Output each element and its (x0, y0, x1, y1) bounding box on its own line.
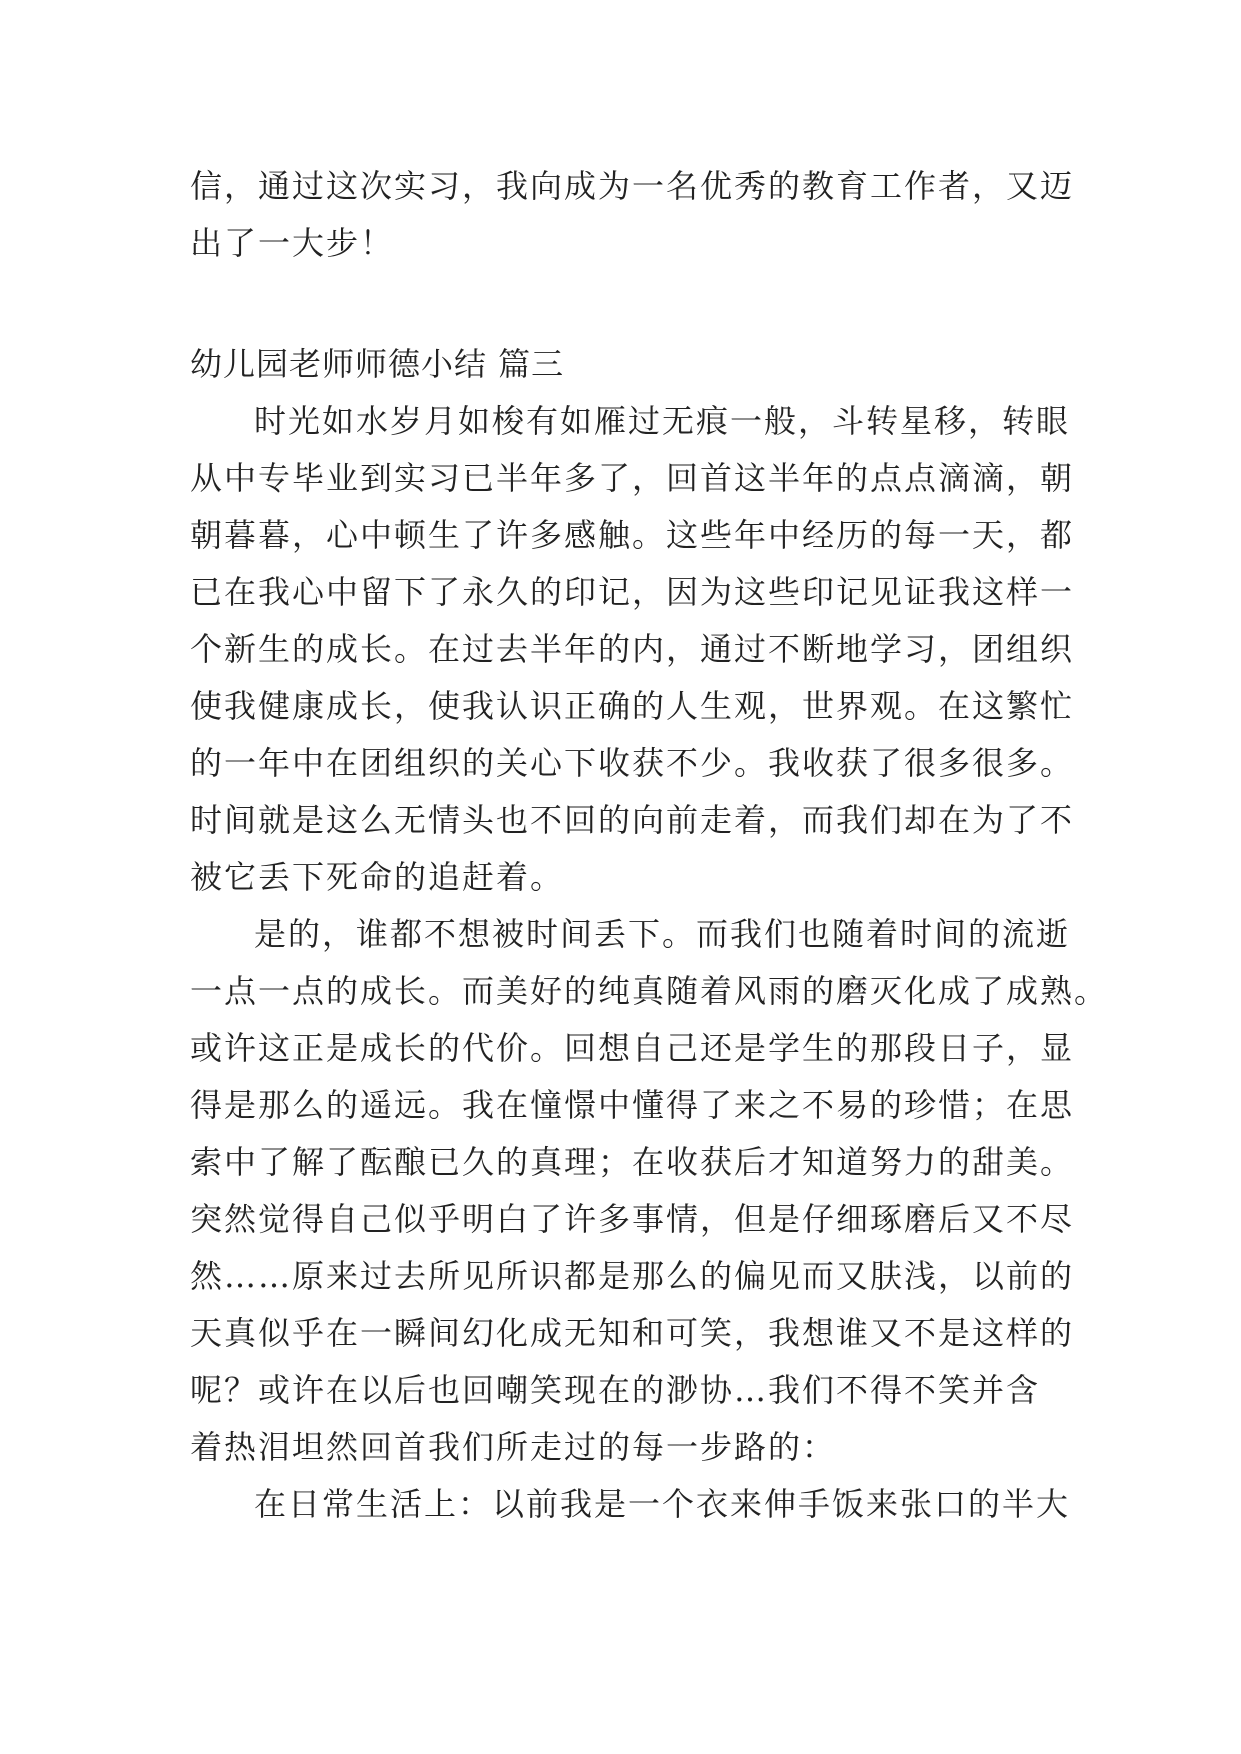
text-line: 信，通过这次实习，我向成为一名优秀的教育工作者，又迈 (190, 167, 1075, 205)
text-line: 天真似乎在一瞬间幻化成无知和可笑，我想谁又不是这样的 (190, 1314, 1075, 1352)
text-line: 已在我心中留下了永久的印记，因为这些印记见证我这样一 (190, 573, 1075, 611)
text-line: 在日常生活上：以前我是一个衣来伸手饭来张口的半大 (254, 1485, 1071, 1523)
paragraph (190, 1476, 1071, 1533)
paragraph (190, 906, 1109, 1476)
text-line: 出了一大步！ (190, 224, 395, 262)
text-line: 被它丢下死命的追赶着。 (190, 858, 565, 896)
text-line: 时光如水岁月如梭有如雁过无痕一般，斗转星移，转眼 (254, 402, 1071, 440)
text-line: 索中了解了酝酿已久的真理；在收获后才知道努力的甜美。 (190, 1143, 1075, 1181)
text-line: 朝暮暮，心中顿生了许多感触。这些年中经历的每一天，都 (190, 516, 1075, 554)
section-body (190, 393, 1109, 1533)
text-line: 一点一点的成长。而美好的纯真随着风雨的磨灭化成了成熟。 (190, 972, 1109, 1010)
text-line: 个新生的成长。在过去半年的内，通过不断地学习，团组织 (190, 630, 1075, 668)
text-line: 得是那么的遥远。我在憧憬中懂得了来之不易的珍惜；在思 (190, 1086, 1075, 1124)
text-line: 或许这正是成长的代价。回想自己还是学生的那段日子，显 (190, 1029, 1075, 1067)
continuation-paragraph (190, 158, 1075, 272)
text-line: 突然觉得自己似乎明白了许多事情，但是仔细琢磨后又不尽 (190, 1200, 1075, 1238)
text-line: 从中专毕业到实习已半年多了，回首这半年的点点滴滴，朝 (190, 459, 1075, 497)
paragraph (190, 393, 1075, 906)
text-line: 然……原来过去所见所识都是那么的偏见而又肤浅，以前的 (190, 1257, 1075, 1295)
text-line: 是的，谁都不想被时间丢下。而我们也随着时间的流逝 (254, 915, 1071, 953)
text-line: 时间就是这么无情头也不回的向前走着，而我们却在为了不 (190, 801, 1075, 839)
text-line: 使我健康成长，使我认识正确的人生观，世界观。在这繁忙 (190, 687, 1075, 725)
text-line: 的一年中在团组织的关心下收获不少。我收获了很多很多。 (190, 744, 1075, 782)
section-title: 幼儿园老师师德小结 篇三 (190, 345, 565, 383)
text-line: 呢？或许在以后也回嘲笑现在的渺协…我们不得不笑并含 (190, 1371, 1041, 1409)
text-line: 着热泪坦然回首我们所走过的每一步路的： (190, 1428, 837, 1466)
